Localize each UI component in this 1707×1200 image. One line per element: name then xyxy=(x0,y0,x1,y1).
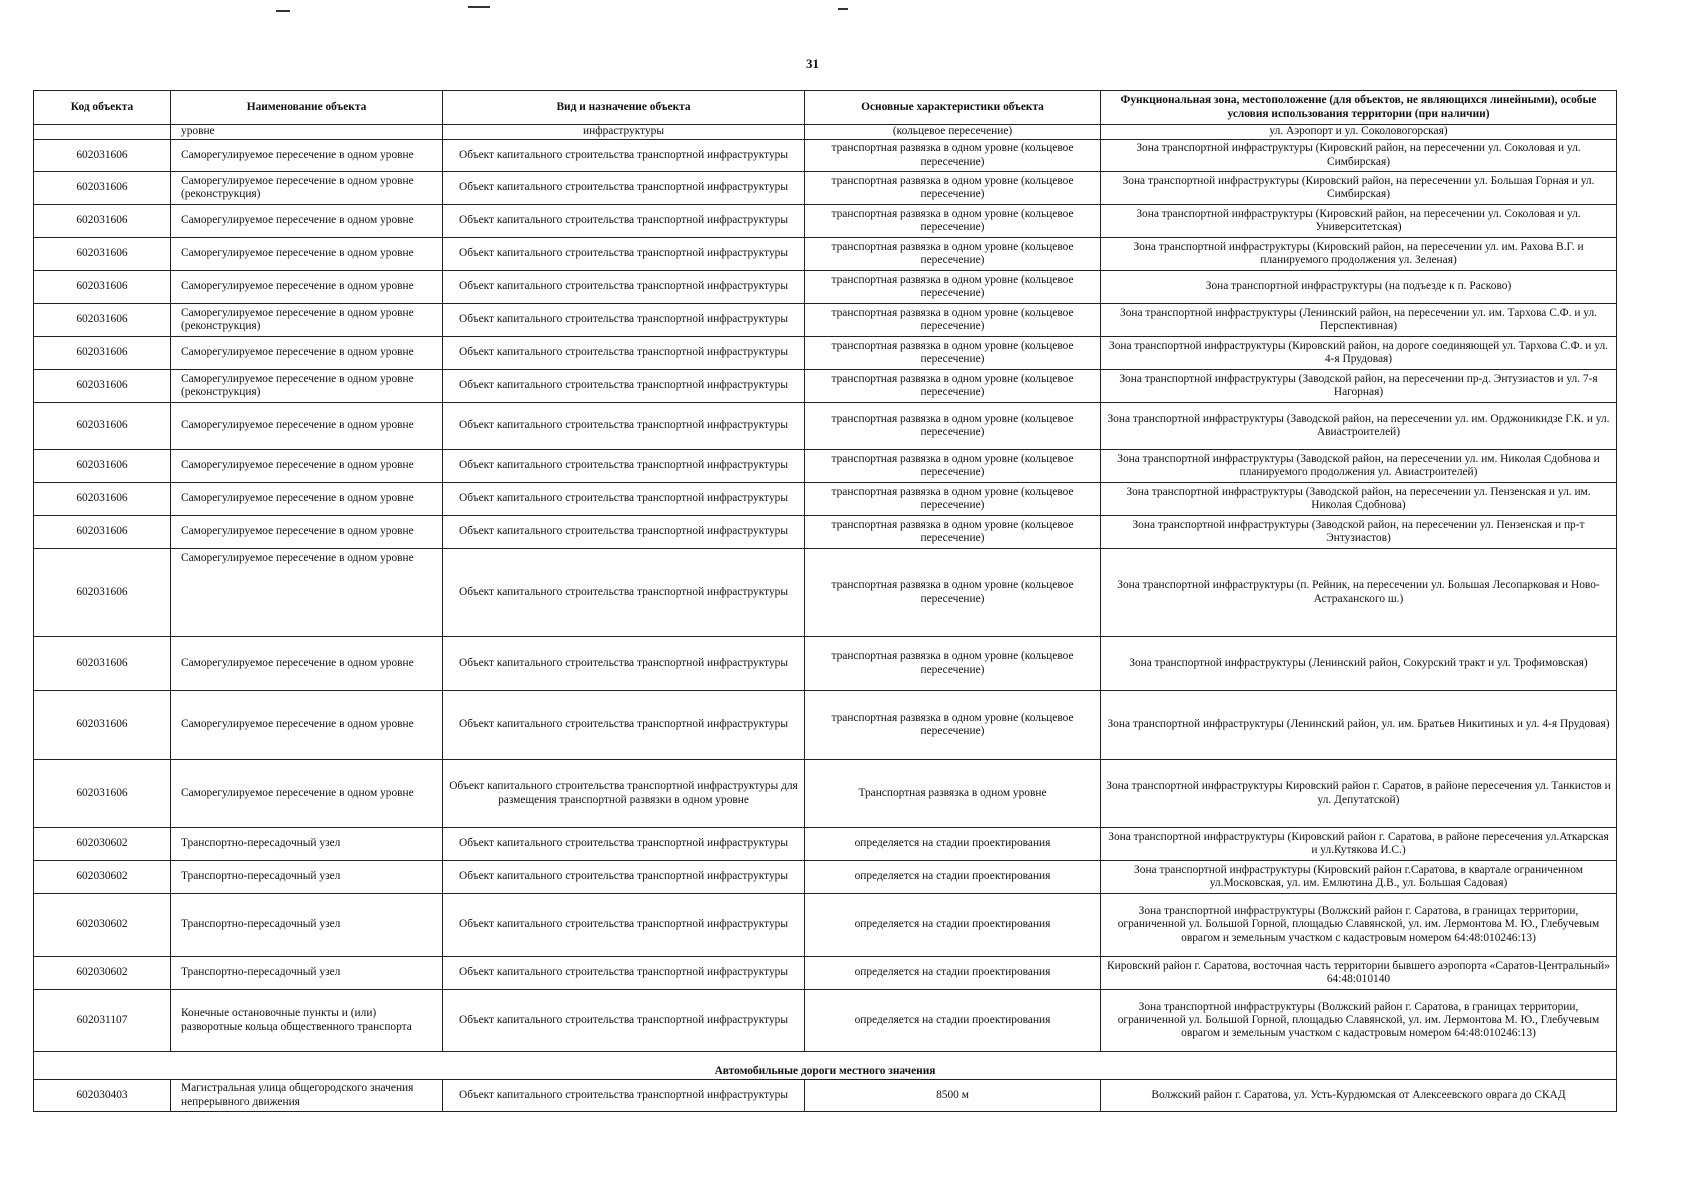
object-name: Саморегулируемое пересечение в одном уровне xyxy=(171,691,443,760)
object-zone: Зона транспортной инфраструктуры (Заводской район, на пересечении ул. Пензенская и ул. им. Николая Сдобнова) xyxy=(1101,483,1617,516)
object-characteristics: транспортная развязка в одном уровне (кольцевое пересечение) xyxy=(805,370,1101,403)
object-code: 602031606 xyxy=(34,238,171,271)
column-header-code: Код объекта xyxy=(34,91,171,125)
object-code: 602031606 xyxy=(34,516,171,549)
object-zone: Зона транспортной инфраструктуры (Кировский район г.Саратова, в квартале ограниченном ул.Московская, ул. им. Емлютина Д.В., ул. Большая Садовая) xyxy=(1101,861,1617,894)
object-code: 602031606 xyxy=(34,691,171,760)
object-name: Транспортно-пересадочный узел xyxy=(171,894,443,957)
object-zone: Зона транспортной инфраструктуры (Заводской район, на пересечении ул. им. Орджоникидзе Г.К. и ул. Авиастроителей) xyxy=(1101,403,1617,450)
object-code: 602031606 xyxy=(34,549,171,637)
object-name: Саморегулируемое пересечение в одном уровне xyxy=(171,637,443,691)
object-code: 602030602 xyxy=(34,957,171,990)
object-characteristics: определяется на стадии проектирования xyxy=(805,957,1101,990)
object-code: 602031606 xyxy=(34,140,171,172)
object-characteristics: определяется на стадии проектирования xyxy=(805,861,1101,894)
object-name: Саморегулируемое пересечение в одном уровне xyxy=(171,549,443,637)
object-zone: Зона транспортной инфраструктуры (Кировский район, на пересечении ул. им. Рахова В.Г. и планируемого продолжения ул. Зеленая) xyxy=(1101,238,1617,271)
object-name: Саморегулируемое пересечение в одном уровне xyxy=(171,238,443,271)
object-code: 602031606 xyxy=(34,483,171,516)
table-row xyxy=(34,238,1617,271)
scan-artifact xyxy=(276,10,290,12)
object-zone: Зона транспортной инфраструктуры (Ленинский район, ул. им. Братьев Никитиных и ул. 4-я Прудовая) xyxy=(1101,691,1617,760)
object-characteristics: транспортная развязка в одном уровне (кольцевое пересечение) xyxy=(805,516,1101,549)
object-characteristics: транспортная развязка в одном уровне (кольцевое пересечение) xyxy=(805,637,1101,691)
table-header-row xyxy=(34,91,1617,125)
object-characteristics: транспортная развязка в одном уровне (кольцевое пересечение) xyxy=(805,140,1101,172)
table-row xyxy=(34,172,1617,205)
object-code: 602030602 xyxy=(34,828,171,861)
object-name: Саморегулируемое пересечение в одном уровне xyxy=(171,271,443,304)
object-code: 602030602 xyxy=(34,861,171,894)
object-zone: ул. Аэропорт и ул. Соколовогорская) xyxy=(1101,125,1617,140)
table-row xyxy=(34,370,1617,403)
column-header-characteristics: Основные характеристики объекта xyxy=(805,91,1101,125)
object-characteristics: определяется на стадии проектирования xyxy=(805,828,1101,861)
object-code: 602031606 xyxy=(34,370,171,403)
table-row xyxy=(34,894,1617,957)
object-zone: Зона транспортной инфраструктуры (Ленинский район, Сокурский тракт и ул. Трофимовская) xyxy=(1101,637,1617,691)
object-kind: Объект капитального строительства транспортной инфраструктуры xyxy=(443,337,805,370)
table-row xyxy=(34,760,1617,828)
object-characteristics: (кольцевое пересечение) xyxy=(805,125,1101,140)
table-row xyxy=(34,691,1617,760)
object-zone: Зона транспортной инфраструктуры (Кировский район, на дороге соединяющей ул. Тархова С.Ф. и ул. 4-я Прудовая) xyxy=(1101,337,1617,370)
table-row xyxy=(34,1080,1617,1112)
page-number: 31 xyxy=(806,56,819,71)
table-row xyxy=(34,205,1617,238)
object-characteristics: транспортная развязка в одном уровне (кольцевое пересечение) xyxy=(805,483,1101,516)
object-kind: Объект капитального строительства транспортной инфраструктуры xyxy=(443,403,805,450)
object-zone: Зона транспортной инфраструктуры (Заводской район, на пересечении ул. Пензенская и пр-т Энтузиастов) xyxy=(1101,516,1617,549)
object-characteristics: транспортная развязка в одном уровне (кольцевое пересечение) xyxy=(805,691,1101,760)
object-name: Саморегулируемое пересечение в одном уровне xyxy=(171,760,443,828)
objects-table xyxy=(33,90,1617,1112)
object-zone: Зона транспортной инфраструктуры (Кировский район, на пересечении ул. Соколовая и ул. Университетская) xyxy=(1101,205,1617,238)
table-row xyxy=(34,125,1617,140)
object-kind: инфраструктуры xyxy=(443,125,805,140)
object-kind: Объект капитального строительства транспортной инфраструктуры xyxy=(443,691,805,760)
object-kind: Объект капитального строительства транспортной инфраструктуры xyxy=(443,828,805,861)
table-row xyxy=(34,450,1617,483)
object-zone: Зона транспортной инфраструктуры (Кировский район г. Саратова, в районе пересечения ул.Аткарская и ул.Кутякова И.С.) xyxy=(1101,828,1617,861)
object-code: 602031606 xyxy=(34,271,171,304)
object-zone: Зона транспортной инфраструктуры (Заводской район, на пересечении пр-д. Энтузиастов и ул. 7-я Нагорная) xyxy=(1101,370,1617,403)
object-kind: Объект капитального строительства транспортной инфраструктуры xyxy=(443,637,805,691)
object-code: 602031606 xyxy=(34,760,171,828)
table-row xyxy=(34,304,1617,337)
object-characteristics: 8500 м xyxy=(805,1080,1101,1112)
object-kind: Объект капитального строительства транспортной инфраструктуры xyxy=(443,894,805,957)
object-name: Транспортно-пересадочный узел xyxy=(171,861,443,894)
object-kind: Объект капитального строительства транспортной инфраструктуры xyxy=(443,861,805,894)
object-kind: Объект капитального строительства транспортной инфраструктуры xyxy=(443,271,805,304)
object-characteristics: транспортная развязка в одном уровне (кольцевое пересечение) xyxy=(805,337,1101,370)
table-row xyxy=(34,990,1617,1052)
object-characteristics: транспортная развязка в одном уровне (кольцевое пересечение) xyxy=(805,304,1101,337)
object-characteristics: транспортная развязка в одном уровне (кольцевое пересечение) xyxy=(805,172,1101,205)
column-header-kind: Вид и назначение объекта xyxy=(443,91,805,125)
object-zone: Кировский район г. Саратова, восточная часть территории бывшего аэропорта «Саратов-Центральный» 64:48:010140 xyxy=(1101,957,1617,990)
table-row xyxy=(34,271,1617,304)
object-kind: Объект капитального строительства транспортной инфраструктуры xyxy=(443,205,805,238)
object-code: 602031606 xyxy=(34,205,171,238)
object-zone: Волжский район г. Саратова, ул. Усть-Курдюмская от Алексеевского оврага до СКАД xyxy=(1101,1080,1617,1112)
table-row xyxy=(34,828,1617,861)
object-characteristics: определяется на стадии проектирования xyxy=(805,990,1101,1052)
object-kind: Объект капитального строительства транспортной инфраструктуры xyxy=(443,483,805,516)
table-row xyxy=(34,957,1617,990)
object-kind: Объект капитального строительства транспортной инфраструктуры xyxy=(443,450,805,483)
object-name: Саморегулируемое пересечение в одном уровне (реконструкция) xyxy=(171,370,443,403)
object-characteristics: транспортная развязка в одном уровне (кольцевое пересечение) xyxy=(805,238,1101,271)
object-characteristics: транспортная развязка в одном уровне (кольцевое пересечение) xyxy=(805,205,1101,238)
object-code: 602031606 xyxy=(34,403,171,450)
object-kind: Объект капитального строительства транспортной инфраструктуры xyxy=(443,1080,805,1112)
object-zone: Зона транспортной инфраструктуры (п. Рейник, на пересечении ул. Большая Лесопарковая и Ново-Астраханского ш.) xyxy=(1101,549,1617,637)
object-characteristics: транспортная развязка в одном уровне (кольцевое пересечение) xyxy=(805,271,1101,304)
object-characteristics: Транспортная развязка в одном уровне xyxy=(805,760,1101,828)
object-kind: Объект капитального строительства транспортной инфраструктуры xyxy=(443,140,805,172)
object-name: Транспортно-пересадочный узел xyxy=(171,828,443,861)
object-zone: Зона транспортной инфраструктуры (Волжский район г. Саратова, в границах территории, ограниченной ул. Большой Горной, площадью Славянской, ул. им. Лермонтова М. Ю., Глебучевым оврагом и земельным участком с кадастровым номером 64:48:010246:13) xyxy=(1101,990,1617,1052)
scan-artifact xyxy=(468,6,490,8)
object-zone: Зона транспортной инфраструктуры (Кировский район, на пересечении ул. Большая Горная и ул. Симбирская) xyxy=(1101,172,1617,205)
object-zone: Зона транспортной инфраструктуры (Ленинский район, на пересечении ул. им. Тархова С.Ф. и ул. Перспективная) xyxy=(1101,304,1617,337)
object-name: Магистральная улица общегородского значения непрерывного движения xyxy=(171,1080,443,1112)
object-name: Саморегулируемое пересечение в одном уровне (реконструкция) xyxy=(171,304,443,337)
object-characteristics: транспортная развязка в одном уровне (кольцевое пересечение) xyxy=(805,403,1101,450)
column-header-name: Наименование объекта xyxy=(171,91,443,125)
object-name: Саморегулируемое пересечение в одном уровне xyxy=(171,140,443,172)
object-zone: Зона транспортной инфраструктуры Кировский район г. Саратов, в районе пересечения ул. Танкистов и ул. Депутатской) xyxy=(1101,760,1617,828)
object-name: Саморегулируемое пересечение в одном уровне xyxy=(171,205,443,238)
object-kind: Объект капитального строительства транспортной инфраструктуры для размещения транспортной развязки в одном уровне xyxy=(443,760,805,828)
table-row xyxy=(34,403,1617,450)
object-code: 602031606 xyxy=(34,172,171,205)
object-characteristics: определяется на стадии проектирования xyxy=(805,894,1101,957)
object-zone: Зона транспортной инфраструктуры (Волжский район г. Саратова, в границах территории, ограниченной ул. Большой Горной, площадью Славянской, ул. им. Лермонтова М. Ю., Глебучевым оврагом и земельным участком с кадастровым номером 64:48:010246:13) xyxy=(1101,894,1617,957)
object-kind: Объект капитального строительства транспортной инфраструктуры xyxy=(443,990,805,1052)
table-row xyxy=(34,861,1617,894)
object-kind: Объект капитального строительства транспортной инфраструктуры xyxy=(443,370,805,403)
object-code: 602031606 xyxy=(34,304,171,337)
table-row xyxy=(34,483,1617,516)
object-code: 602031606 xyxy=(34,637,171,691)
object-code xyxy=(34,125,171,140)
table-row xyxy=(34,637,1617,691)
object-code: 602030602 xyxy=(34,894,171,957)
object-code: 602030403 xyxy=(34,1080,171,1112)
object-kind: Объект капитального строительства транспортной инфраструктуры xyxy=(443,516,805,549)
object-kind: Объект капитального строительства транспортной инфраструктуры xyxy=(443,549,805,637)
scan-artifact xyxy=(838,8,848,10)
object-name: Саморегулируемое пересечение в одном уровне xyxy=(171,450,443,483)
section-title: Автомобильные дороги местного значения xyxy=(34,1052,1617,1080)
object-name: Саморегулируемое пересечение в одном уровне xyxy=(171,337,443,370)
column-header-zone: Функциональная зона, местоположение (для объектов, не являющихся линейными), особые условия использования территории (при наличии) xyxy=(1101,91,1617,125)
table-row xyxy=(34,549,1617,637)
object-code: 602031606 xyxy=(34,337,171,370)
object-kind: Объект капитального строительства транспортной инфраструктуры xyxy=(443,172,805,205)
object-name: уровне xyxy=(171,125,443,140)
object-name: Транспортно-пересадочный узел xyxy=(171,957,443,990)
object-characteristics: транспортная развязка в одном уровне (кольцевое пересечение) xyxy=(805,450,1101,483)
table-row xyxy=(34,337,1617,370)
object-zone: Зона транспортной инфраструктуры (Кировский район, на пересечении ул. Соколовая и ул. Симбирская) xyxy=(1101,140,1617,172)
object-zone: Зона транспортной инфраструктуры (на подъезде к п. Расково) xyxy=(1101,271,1617,304)
object-code: 602031606 xyxy=(34,450,171,483)
object-kind: Объект капитального строительства транспортной инфраструктуры xyxy=(443,957,805,990)
object-characteristics: транспортная развязка в одном уровне (кольцевое пересечение) xyxy=(805,549,1101,637)
object-name: Саморегулируемое пересечение в одном уровне (реконструкция) xyxy=(171,172,443,205)
object-code: 602031107 xyxy=(34,990,171,1052)
object-name: Саморегулируемое пересечение в одном уровне xyxy=(171,483,443,516)
object-name: Конечные остановочные пункты и (или) разворотные кольца общественного транспорта xyxy=(171,990,443,1052)
table-row xyxy=(34,140,1617,172)
object-name: Саморегулируемое пересечение в одном уровне xyxy=(171,516,443,549)
object-name: Саморегулируемое пересечение в одном уровне xyxy=(171,403,443,450)
object-kind: Объект капитального строительства транспортной инфраструктуры xyxy=(443,238,805,271)
object-kind: Объект капитального строительства транспортной инфраструктуры xyxy=(443,304,805,337)
table-row xyxy=(34,516,1617,549)
section-row xyxy=(34,1052,1617,1080)
object-zone: Зона транспортной инфраструктуры (Заводской район, на пересечении ул. им. Николая Сдобнова и планируемого продолжения ул. Авиастроителей) xyxy=(1101,450,1617,483)
